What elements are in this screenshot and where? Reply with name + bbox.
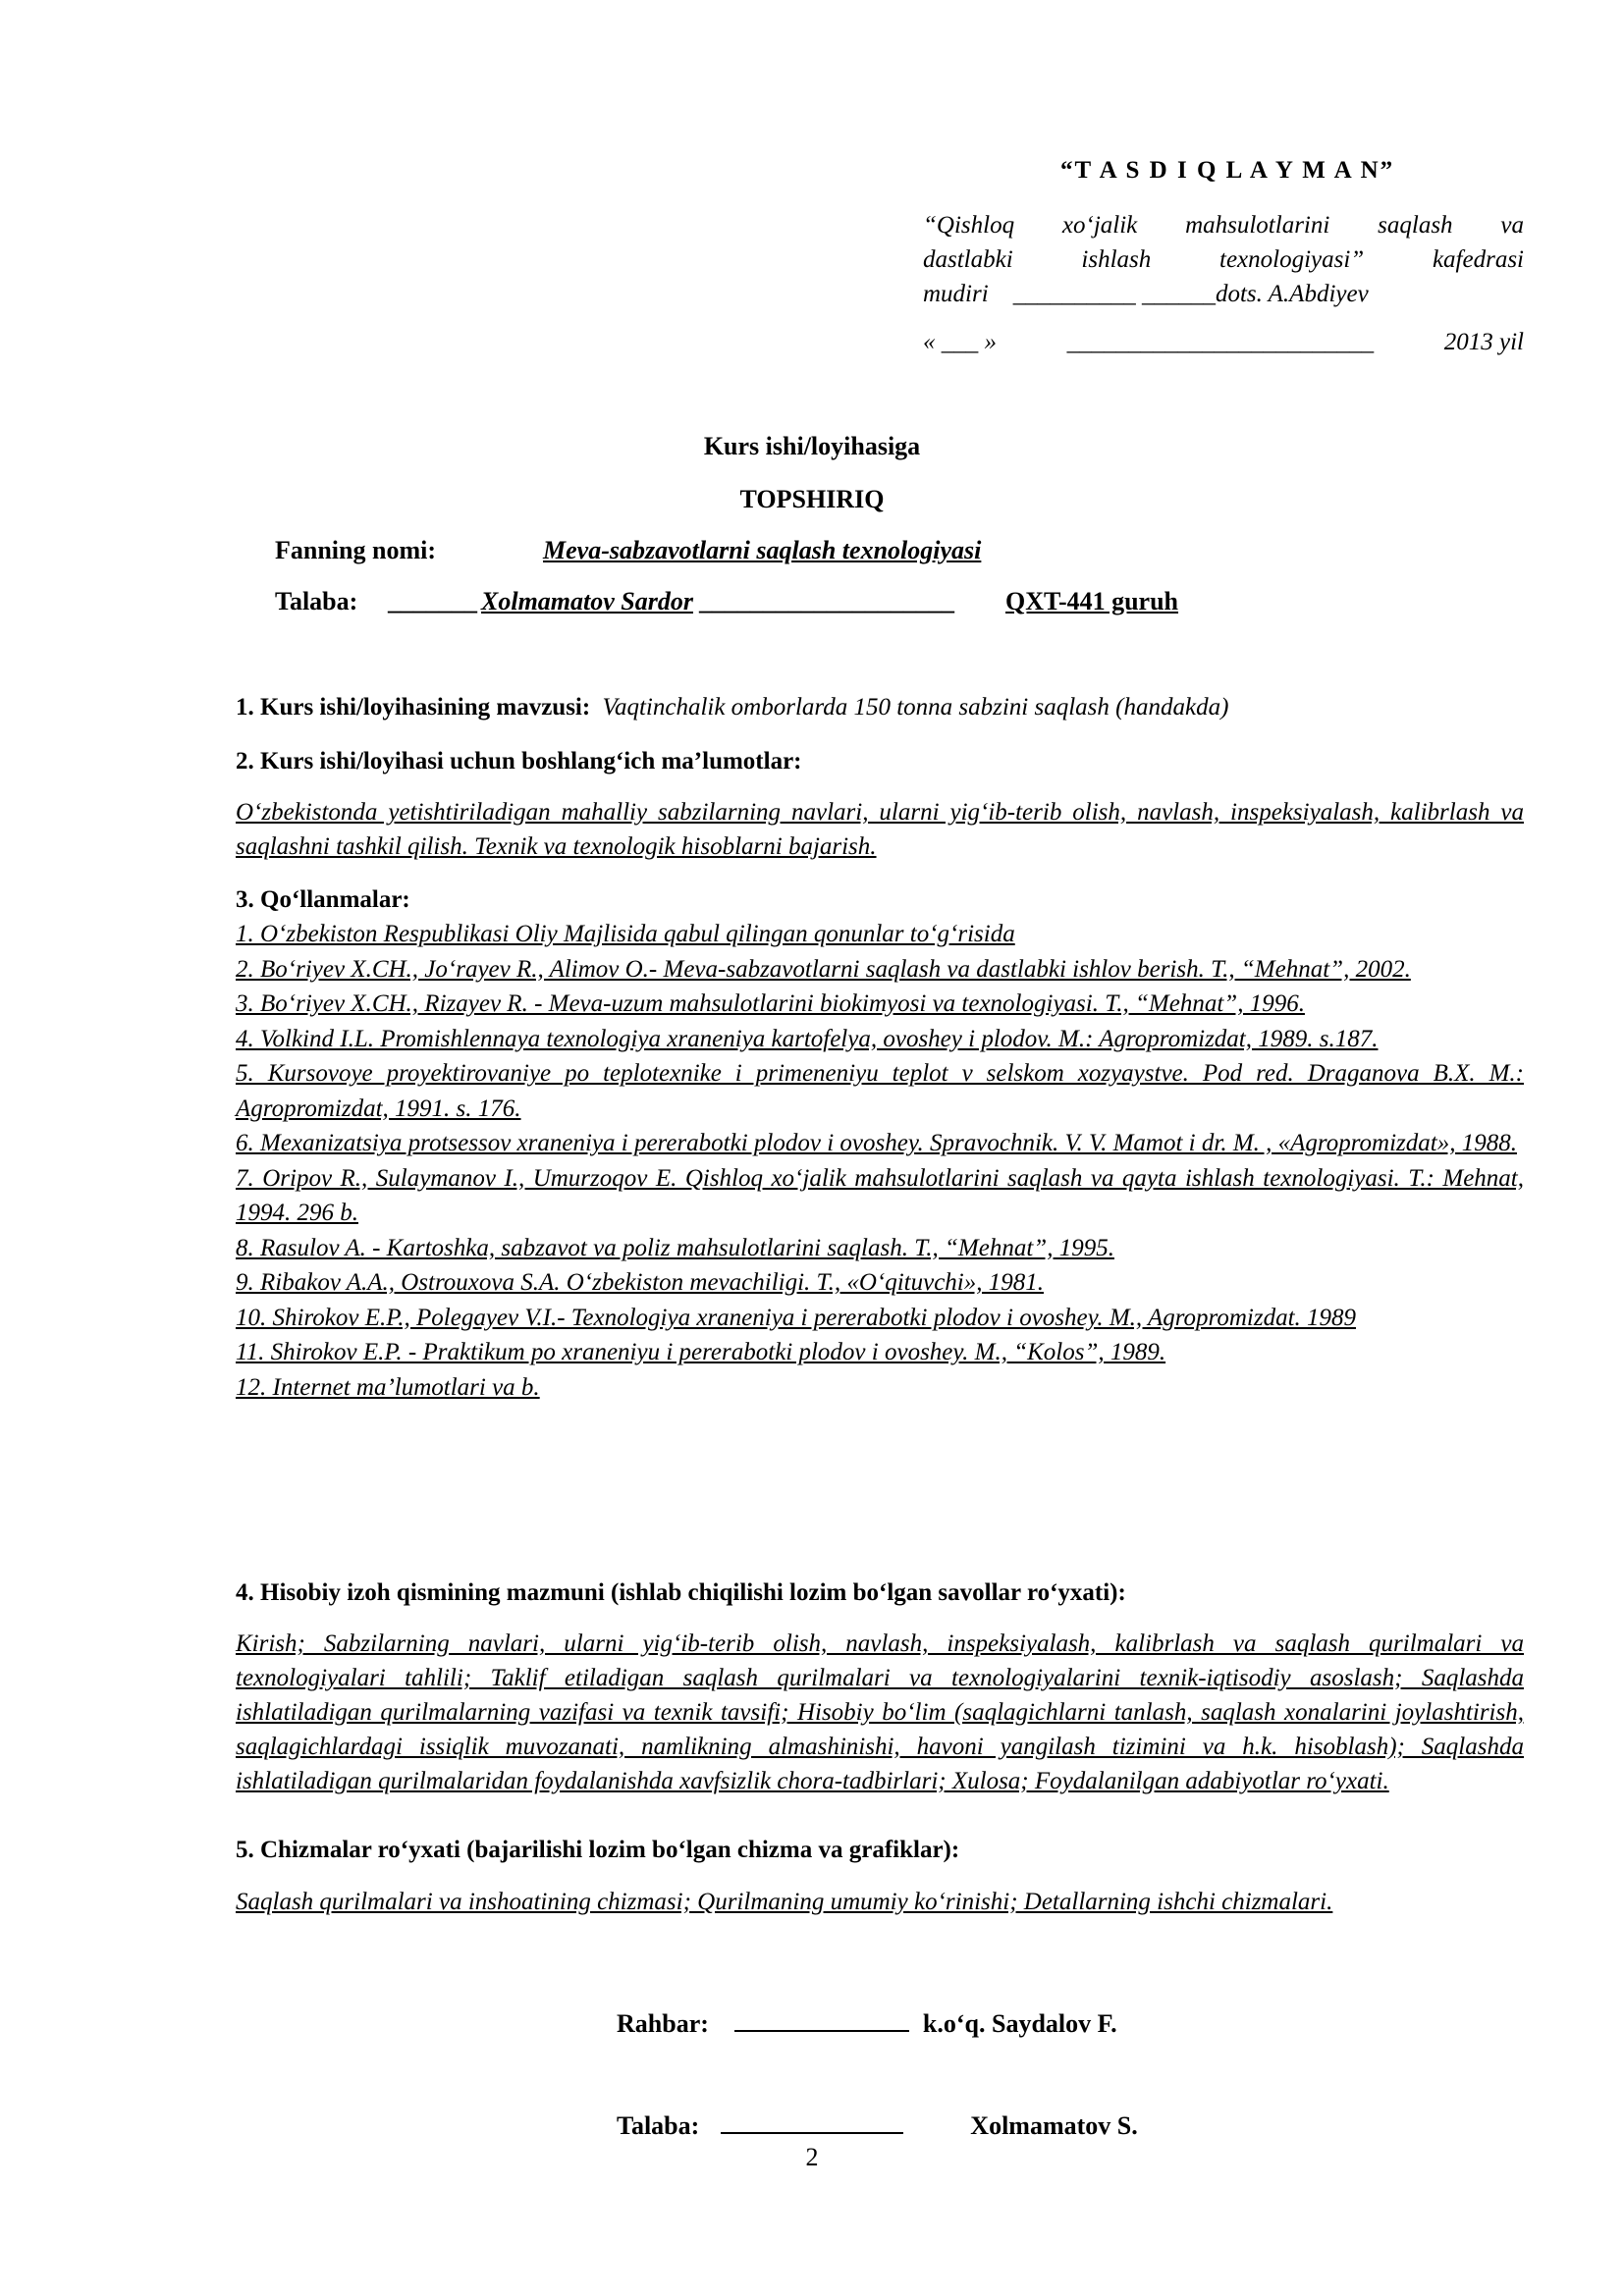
reference-item: 10. Shirokov E.P., Polegayev V.I.- Texnologiya xraneniya i pererabotki plodov i ovoshey. M., Agropromizdat. 1989 [236, 1304, 1357, 1331]
approval-date-line [923, 329, 1524, 356]
approval-line-1 [923, 208, 1524, 242]
student-signature-name: Xolmamatov S. [970, 2111, 1138, 2140]
supervisor-name: k.o‘q. Saydalov F. [922, 2009, 1117, 2038]
student-pre-blank: _______ [388, 587, 477, 615]
reference-item: 2. Bo‘riyev X.CH., Jo‘rayev R., Alimov O.- Meva-sabzavotlarni saqlash va dastlabki ishlov berish. T., “Mehnat”, 2002. [236, 955, 1411, 983]
student-signature-label: Talaba: [617, 2111, 700, 2140]
heading-kind: Kurs ishi/loyihasiga [703, 432, 921, 460]
subject-value: Meva-sabzavotlarni saqlash texnologiyasi [543, 536, 982, 564]
reference-item: 8. Rasulov A. - Kartoshka, sabzavot va poliz mahsulotlarini saqlash. T., “Mehnat”, 1995. [236, 1234, 1114, 1261]
approval-line-2 [923, 242, 1524, 277]
approval-word: texnologiyasi” [1219, 246, 1365, 273]
approval-word: “Qishloq [923, 212, 1015, 239]
section-1-value: Vaqtinchalik omborlarda 150 tonna sabzini saqlash (handakda) [602, 694, 1229, 721]
reference-item: 1. O‘zbekiston Respublikasi Oliy Majlisida qabul qilingan qonunlar to‘g‘risida [236, 921, 1015, 947]
reference-item: 6. Mexanizatsiya protsessov xraneniya i pererabotki plodov i ovoshey. Spravochnik. V. V. Mamot i dr. M. , «Agropromizdat», 1988. [236, 1130, 1517, 1156]
approval-title: “T A S D I Q L A Y M A N” [1060, 157, 1395, 184]
signature-blank [734, 2008, 909, 2032]
reference-item: 11. Shirokov E.P. - Praktikum po xraneniyu i pererabotki plodov i ovoshey. M., “Kolos”, 1989. [236, 1339, 1166, 1365]
date-month-blank: _________________________ [1066, 329, 1375, 355]
reference-item: 3. Bo‘riyev X.CH., Rizayev R. - Meva-uzum mahsulotlarini biokimyosi va texnologiyasi. T., “Mehnat”, 1996. [236, 990, 1305, 1017]
student-post-blank: ____________________ [698, 587, 954, 615]
reference-item: 7. Oripov R., Sulaymanov I., Umurzoqov E. Qishloq xo‘jalik mahsulotlarini saqlash va qayta ishlash texnologiyasi. T.: Mehnat, 1994. 296 b. [236, 1164, 1524, 1226]
approval-blank: __________ [1012, 281, 1136, 307]
approval-signer: ______dots. A.Abdiyev [1141, 281, 1369, 307]
student-label: Talaba: [275, 587, 358, 615]
page-number: 2 [805, 2143, 819, 2171]
reference-list [236, 917, 1524, 1405]
approval-word: va [1500, 212, 1524, 239]
student-group: QXT-441 guruh [1004, 587, 1179, 615]
section-1 [236, 690, 1524, 724]
student-row [275, 587, 1178, 616]
page-title: TOPSHIRIQ [739, 485, 885, 513]
subject-row [275, 536, 981, 565]
approval-word: mudiri [923, 281, 989, 307]
section-4-label: 4. Hisobiy izoh qismining mazmuni (ishlab chiqilishi lozim bo‘lgan savollar ro‘yxati): [236, 1579, 1126, 1606]
approval-word: kafedrasi [1432, 246, 1524, 273]
date-year: 2013 yil [1443, 329, 1524, 355]
approval-word: saqlash [1378, 212, 1453, 239]
approval-word: xo‘jalik [1061, 212, 1138, 239]
approval-block [923, 208, 1524, 311]
section-4-text: Kirish; Sabzilarning navlari, ularni yig‘ib-terib olish, navlash, inspeksiyalash, kalibrlash va saqlash qurilmalari va texnologiyalari tahlili; Taklif etiladigan saqlash qurilmalari va texnologiyalarini texnik-iqtisodiy asoslash; Saqlashda ishlatiladigan qurilmalarning vazifasi va texnik tavsifi; Hisobiy bo‘lim (saqlagichlarni tanlash, saqlash xonalarini joylashtirish, saqlagichlardagi issiqlik muvozanati, namlikning almashinishi, havoni yangilash tizimini va h.k. hisoblash); Saqlashda ishlatiladigan qurilmalaridan foydalanishda xavfsizlik chora-tadbirlari; Xulosa; Foydalanilgan adabiyotlar ro‘yxati. [236, 1630, 1524, 1794]
approval-word: mahsulotlarini [1185, 212, 1330, 239]
approval-word: ishlash [1081, 246, 1152, 273]
reference-item: 4. Volkind I.L. Promishlennaya texnologiya xraneniya kartofelya, ovoshey i plodov. M.: Agropromizdat, 1989. s.187. [236, 1025, 1379, 1052]
section-5-label: 5. Chizmalar ro‘yxati (bajarilishi lozim bo‘lgan chizma va grafiklar): [236, 1837, 960, 1863]
reference-item: 9. Ribakov A.A., Ostrouxova S.A. O‘zbekiston mevachiligi. T., «O‘qituvchi», 1981. [236, 1269, 1044, 1296]
section-2-text: O‘zbekistonda yetishtiriladigan mahalliy sabzilarning navlari, ularni yig‘ib-terib olish, navlash, inspeksiyalash, kalibrlash va saqlashni tashkil qilish. Texnik va texnologik hisoblarni bajarish. [236, 799, 1524, 860]
supervisor-label: Rahbar: [617, 2009, 709, 2038]
student-signature-row [617, 2110, 1138, 2141]
approval-line-3 [923, 277, 1524, 311]
section-2-label: 2. Kurs ishi/loyihasi uchun boshlang‘ich ma’lumotlar: [236, 748, 802, 774]
reference-item: 12. Internet ma’lumotlari va b. [236, 1373, 540, 1401]
approval-word: dastlabki [923, 246, 1013, 273]
section-3-label: 3. Qo‘llanmalar: [236, 886, 410, 913]
reference-item: 5. Kursovoye proyektirovaniye po teplotexnike i primeneniyu teplot v selskom xozyaystve. Pod red. Draganova B.X. M.: Agropromizdat, 1991. s. 176. [236, 1060, 1524, 1122]
section-1-label: 1. Kurs ishi/loyihasining mavzusi: [236, 694, 591, 721]
date-day: « ___ » [923, 329, 997, 355]
section-5-text: Saqlash qurilmalari va inshoatining chizmasi; Qurilmaning umumiy ko‘rinishi; Detallarning ishchi chizmalari. [236, 1889, 1333, 1915]
subject-label: Fanning nomi: [275, 536, 436, 564]
student-value: Xolmamatov Sardor [481, 587, 693, 615]
signature-blank [721, 2110, 903, 2134]
supervisor-signature-row [617, 2008, 1117, 2039]
